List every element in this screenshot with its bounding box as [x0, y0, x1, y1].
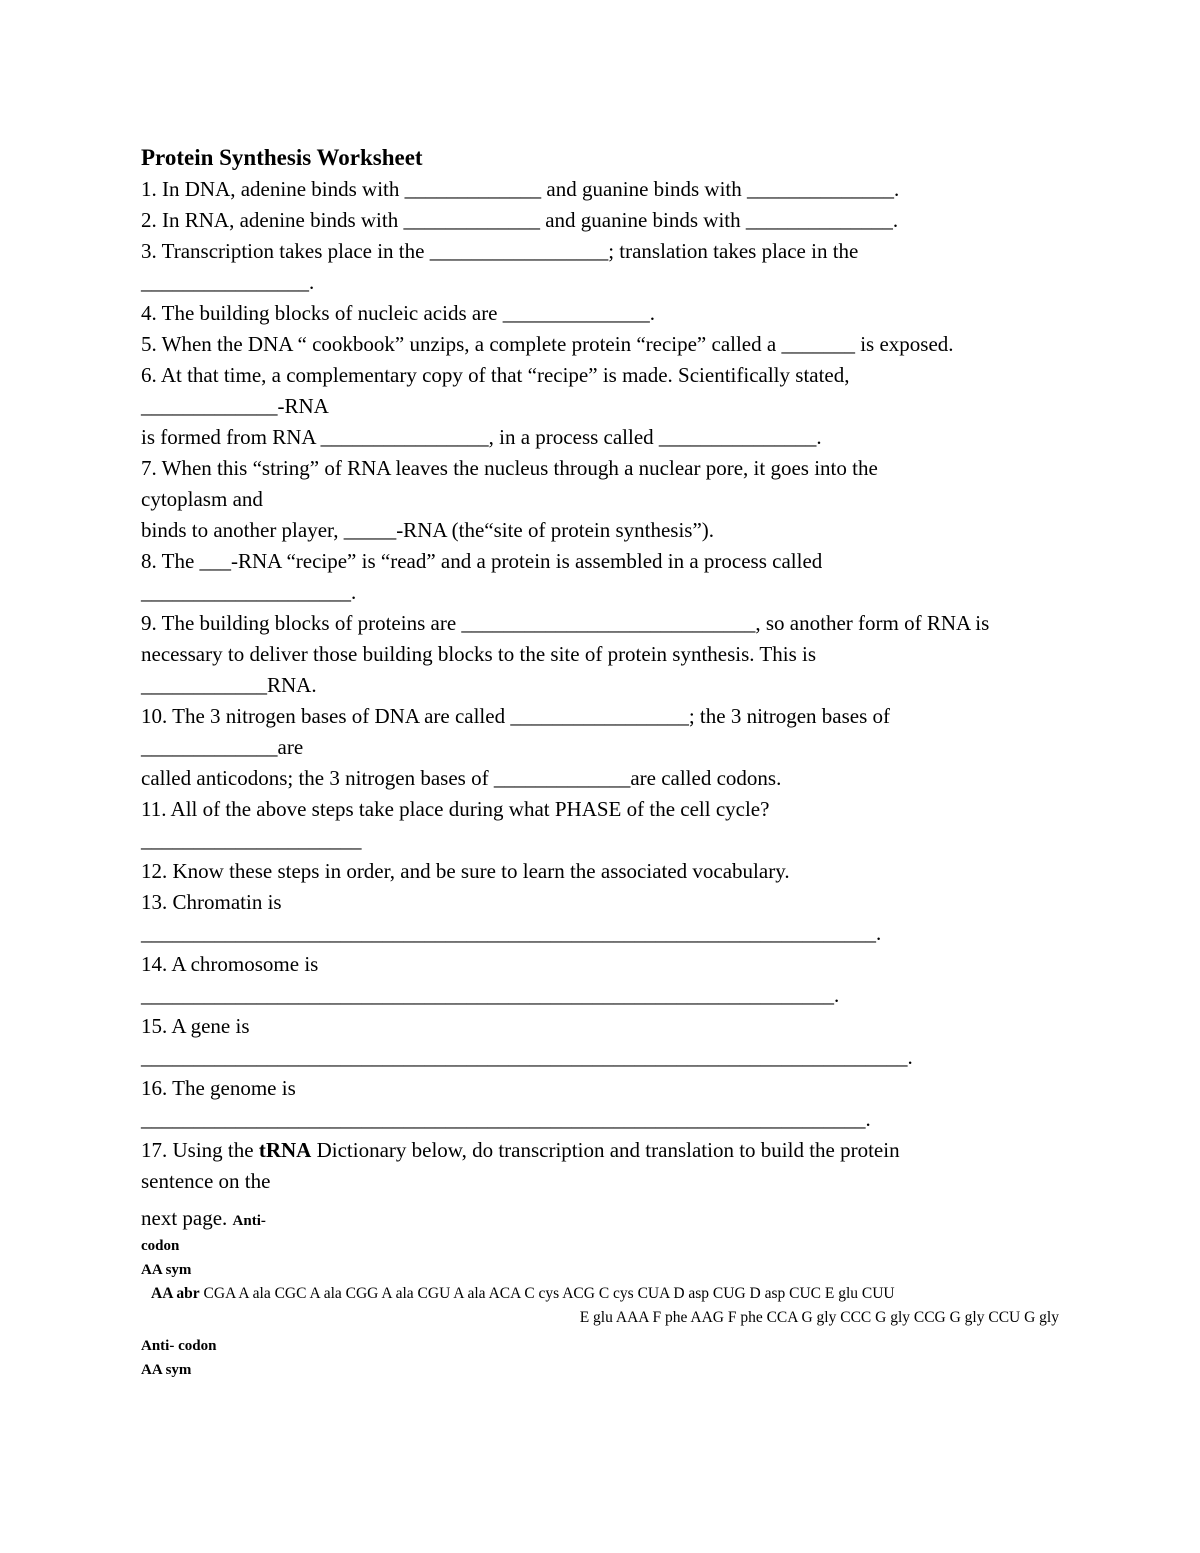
question-6-blank: _____________-RNA — [141, 394, 329, 418]
question-9-blank: ____________RNA. — [141, 673, 317, 697]
trna-dictionary-row-1 — [141, 1282, 1071, 1306]
question-9-continued: necessary to deliver those building blocks to the site of protein synthesis. This is — [141, 642, 817, 666]
question-14: 14. A chromosome is — [141, 952, 319, 976]
question-16-blank: _____________________________________________________________________. — [141, 1107, 871, 1131]
question-16: 16. The genome is — [141, 1076, 296, 1100]
question-4: 4. The building blocks of nucleic acids are ______________. — [141, 301, 656, 325]
page-title: Protein Synthesis Worksheet — [141, 145, 423, 170]
dictionary-anti-codon-label-2: Anti- codon — [141, 1338, 217, 1354]
question-15-blank: _________________________________________________________________________. — [141, 1045, 913, 1069]
question-15: 15. A gene is — [141, 1014, 250, 1038]
question-10-blank: _____________are — [141, 735, 304, 759]
question-11: 11. All of the above steps take place during what PHASE of the cell cycle? — [141, 797, 770, 821]
dictionary-row-1-entries: CGA A ala CGC A ala CGG A ala CGU A ala ACA C cys ACG C cys CUA D asp CUG D asp CUC E glu CUU — [199, 1285, 895, 1302]
question-7-wrap: cytoplasm and — [141, 487, 263, 511]
question-12: 12. Know these steps in order, and be sure to learn the associated vocabulary. — [141, 859, 790, 883]
question-7: 7. When this “string” of RNA leaves the nucleus through a nuclear pore, it goes into the — [141, 456, 878, 480]
question-17-continued: sentence on the — [141, 1169, 271, 1193]
question-14-blank: __________________________________________________________________. — [141, 983, 840, 1007]
dictionary-anti-label: Anti- — [232, 1213, 266, 1229]
next-page-text: next page. — [141, 1206, 233, 1230]
question-1: 1. In DNA, adenine binds with _____________ and guanine binds with ______________. — [141, 177, 900, 201]
question-17-text-end: Dictionary below, do transcription and translation to build the protein — [311, 1138, 900, 1162]
question-10: 10. The 3 nitrogen bases of DNA are called _________________; the 3 nitrogen bases of — [141, 704, 891, 728]
question-13-blank: ______________________________________________________________________. — [141, 921, 882, 945]
question-17-trna-bold: tRNA — [258, 1138, 312, 1162]
question-6: 6. At that time, a complementary copy of that “recipe” is made. Scientifically stated, — [141, 363, 850, 387]
question-17-next-page — [141, 1203, 1071, 1234]
question-3: 3. Transcription takes place in the _________________; translation takes place in the — [141, 239, 859, 263]
question-7-continued: binds to another player, _____-RNA (the“site of protein synthesis”). — [141, 518, 715, 542]
dictionary-aa-sym-label: AA sym — [141, 1262, 192, 1278]
dictionary-aa-sym-label-2: AA sym — [141, 1362, 192, 1378]
question-17-text-start: 17. Using the — [141, 1138, 259, 1162]
question-8: 8. The ___-RNA “recipe” is “read” and a protein is assembled in a process called — [141, 549, 823, 573]
question-9: 9. The building blocks of proteins are ____________________________, so another form of RNA is — [141, 611, 990, 635]
question-11-blank: _____________________ — [141, 828, 362, 852]
question-17 — [141, 1135, 1071, 1166]
trna-dictionary-row-2: E glu AAA F phe AAG F phe CCA G gly CCC G gly CCG G gly CCU G gly — [579, 1309, 1059, 1326]
dictionary-codon-label: codon — [141, 1238, 180, 1254]
question-2: 2. In RNA, adenine binds with _____________ and guanine binds with ______________. — [141, 208, 899, 232]
dictionary-aa-abr-label: AA abr — [151, 1285, 200, 1302]
question-10-continued: called anticodons; the 3 nitrogen bases of _____________are called codons. — [141, 766, 782, 790]
question-3-blank: ________________. — [141, 270, 315, 294]
question-8-blank: ____________________. — [141, 580, 357, 604]
question-5: 5. When the DNA “ cookbook” unzips, a complete protein “recipe” called a _______ is exposed. — [141, 332, 954, 356]
worksheet-content — [141, 142, 1071, 1382]
question-6-continued: is formed from RNA ________________, in a process called _______________. — [141, 425, 822, 449]
question-13: 13. Chromatin is — [141, 890, 282, 914]
